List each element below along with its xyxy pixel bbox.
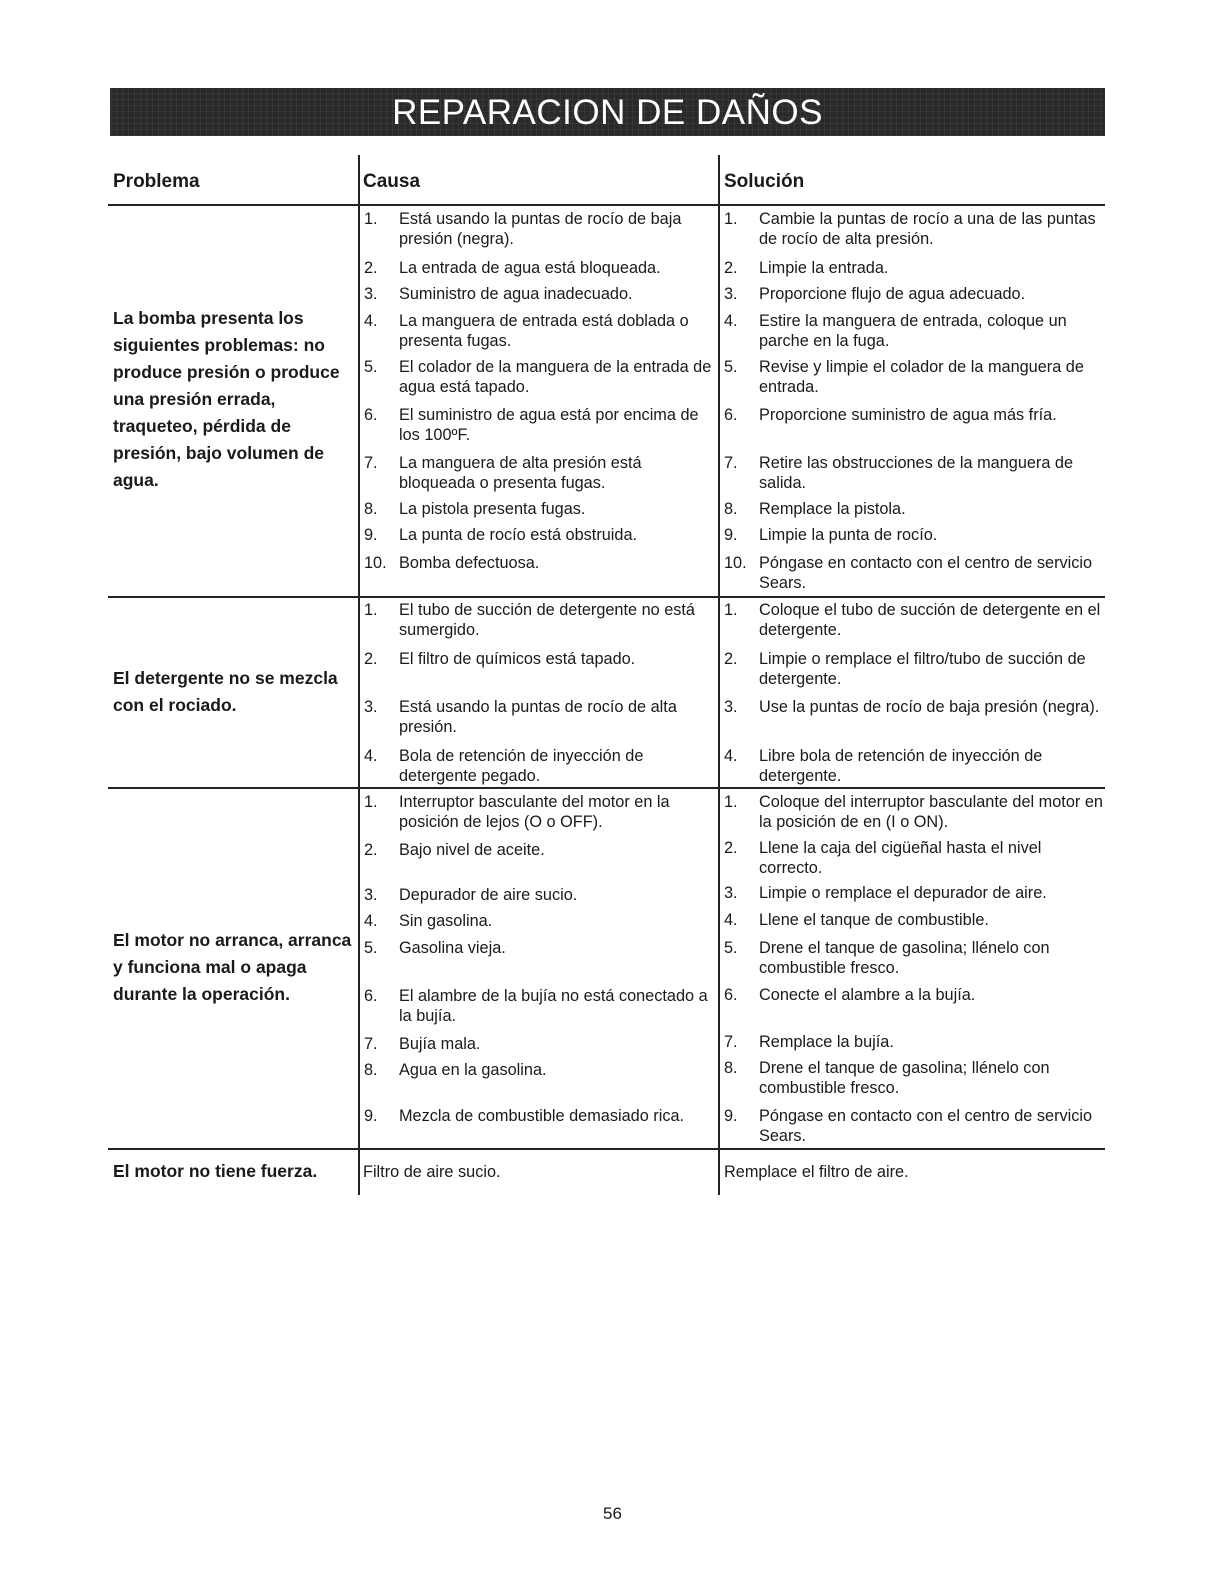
item-number: 2. <box>724 259 738 277</box>
item-number: 8. <box>724 1059 738 1077</box>
item-text: Limpie o remplace el filtro/tubo de succión de detergente. <box>759 650 1086 688</box>
item-text: Bujía mala. <box>399 1035 481 1053</box>
item-number: 2. <box>364 259 378 277</box>
list-item <box>724 1058 1104 1098</box>
list-item <box>364 209 716 249</box>
header-rule <box>108 204 1105 206</box>
item-text: Retire las obstrucciones de la manguera de salida. <box>759 454 1074 492</box>
list-item <box>364 453 716 493</box>
list-item <box>724 357 1104 397</box>
item-number: 10. <box>364 554 387 572</box>
item-number: 3. <box>724 285 738 303</box>
title-banner <box>110 88 1105 136</box>
problem-text: La bomba presenta los siguientes problemas: no produce presión o produce una presión errada, traqueteo, pérdida de presión, bajo volumen de agua. <box>113 307 340 490</box>
list-item <box>364 697 716 737</box>
item-number: 5. <box>364 939 378 957</box>
item-text: Conecte el alambre a la bujía. <box>759 986 976 1004</box>
item-number: 6. <box>724 986 738 1004</box>
item-number: 4. <box>724 911 738 929</box>
item-text: Limpie o remplace el depurador de aire. <box>759 884 1047 902</box>
item-text: El tubo de succión de detergente no está sumergido. <box>399 601 695 639</box>
item-text: Bomba defectuosa. <box>399 554 540 572</box>
item-number: 10. <box>724 554 747 572</box>
problem-pump <box>113 306 358 492</box>
column-divider <box>358 155 360 1195</box>
item-text: Mezcla de combustible demasiado rica. <box>399 1107 685 1125</box>
item-text: Estire la manguera de entrada, coloque un parche en la fuga. <box>759 312 1067 350</box>
item-number: 5. <box>364 358 378 376</box>
list-item <box>724 938 1104 978</box>
item-text: Limpie la punta de rocío. <box>759 526 938 544</box>
list-item <box>364 885 716 905</box>
list-item <box>364 258 716 278</box>
item-text: Póngase en contacto con el centro de servicio Sears. <box>759 554 1093 592</box>
item-text: Use la puntas de rocío de baja presión (negra). <box>759 698 1100 716</box>
list-item <box>724 405 1104 425</box>
item-text: Cambie la puntas de rocío a una de las puntas de rocío de alta presión. <box>759 210 1096 248</box>
item-number: 9. <box>724 526 738 544</box>
item-number: 3. <box>724 698 738 716</box>
item-text: El colador de la manguera de la entrada de agua está tapado. <box>399 358 712 396</box>
list-item <box>724 553 1104 593</box>
problem-text: El motor no tiene fuerza. <box>113 1161 318 1181</box>
item-text: Llene la caja del cigüeñal hasta el nivel correcto. <box>759 839 1042 877</box>
item-text: Llene el tanque de combustible. <box>759 911 989 929</box>
item-number: 7. <box>364 1035 378 1053</box>
problem-engine-start <box>113 926 358 1008</box>
item-text: Drene el tanque de gasolina; llénelo con combustible fresco. <box>759 1059 1050 1097</box>
problem-engine-power <box>113 1158 358 1185</box>
item-text: Proporcione suministro de agua más fría. <box>759 406 1057 424</box>
item-text: Remplace la pistola. <box>759 500 906 518</box>
list-item <box>364 553 716 573</box>
list-item <box>364 284 716 304</box>
header-solution: Solución <box>724 171 805 192</box>
item-text: Remplace la bujía. <box>759 1033 894 1051</box>
list-item <box>724 883 1104 903</box>
item-text: Suministro de agua inadecuado. <box>399 285 633 303</box>
page-title: REPARACION DE DAÑOS <box>392 92 823 132</box>
header-problem: Problema <box>113 171 200 192</box>
list-item <box>724 525 1104 545</box>
list-item <box>364 986 716 1026</box>
item-text: La manguera de entrada está doblada o presenta fugas. <box>399 312 689 350</box>
item-number: 4. <box>724 747 738 765</box>
item-text: Bola de retención de inyección de detergente pegado. <box>399 747 644 785</box>
item-number: 2. <box>364 841 378 859</box>
list-item <box>724 1032 1104 1052</box>
list-item <box>364 1034 716 1054</box>
list-item <box>364 311 716 351</box>
item-text: Agua en la gasolina. <box>399 1061 547 1079</box>
header-cause: Causa <box>363 171 421 192</box>
list-item <box>724 600 1104 640</box>
item-text: La manguera de alta presión está bloqueada o presenta fugas. <box>399 454 642 492</box>
item-text: La entrada de agua está bloqueada. <box>399 259 661 277</box>
list-item <box>724 453 1104 493</box>
item-number: 7. <box>724 454 738 472</box>
item-text: Depurador de aire sucio. <box>399 886 578 904</box>
item-text: Bajo nivel de aceite. <box>399 841 545 859</box>
item-number: 8. <box>724 500 738 518</box>
item-text: Coloque del interruptor basculante del motor en la posición de en (I o ON). <box>759 793 1103 831</box>
item-text: Sin gasolina. <box>399 912 493 930</box>
list-item <box>364 746 716 786</box>
problem-text: El motor no arranca, arranca y funciona mal o apaga durante la operación. <box>113 929 352 1004</box>
item-text: Está usando la puntas de rocío de baja presión (negra). <box>399 210 682 248</box>
list-item <box>724 209 1104 249</box>
item-text: Interruptor basculante del motor en la posición de lejos (O o OFF). <box>399 793 670 831</box>
list-item <box>364 840 716 860</box>
item-text: Limpie la entrada. <box>759 259 889 277</box>
problem-text: El detergente no se mezcla con el rociado. <box>113 668 338 715</box>
item-number: 3. <box>364 698 378 716</box>
list-item <box>364 1106 716 1126</box>
item-text: El alambre de la bujía no está conectado a la bujía. <box>399 987 708 1025</box>
item-number: 4. <box>364 912 378 930</box>
list-item <box>364 525 716 545</box>
list-item <box>364 792 716 832</box>
list-item <box>724 499 1104 519</box>
item-number: 1. <box>364 210 378 228</box>
list-item <box>364 911 716 931</box>
item-number: 6. <box>364 987 378 1005</box>
item-text: Está usando la puntas de rocío de alta presión. <box>399 698 677 736</box>
list-item <box>724 985 1104 1005</box>
item-number: 3. <box>364 886 378 904</box>
item-text: Póngase en contacto con el centro de servicio Sears. <box>759 1107 1093 1145</box>
item-number: 4. <box>364 747 378 765</box>
item-number: 7. <box>724 1033 738 1051</box>
row-divider <box>108 596 1105 598</box>
page-number: 56 <box>603 1504 622 1523</box>
item-number: 5. <box>724 939 738 957</box>
row-divider <box>108 1148 1105 1150</box>
solution-text: Remplace el filtro de aire. <box>724 1163 909 1181</box>
list-item <box>364 405 716 445</box>
item-text: Drene el tanque de gasolina; llénelo con combustible fresco. <box>759 939 1050 977</box>
item-number: 5. <box>724 358 738 376</box>
list-item <box>724 697 1104 717</box>
item-text: Revise y limpie el colador de la manguera de entrada. <box>759 358 1084 396</box>
list-item <box>724 284 1104 304</box>
item-number: 1. <box>724 793 738 811</box>
item-number: 6. <box>364 406 378 424</box>
item-number: 8. <box>364 500 378 518</box>
problem-detergent <box>113 664 358 720</box>
item-number: 6. <box>724 406 738 424</box>
list-item <box>364 600 716 640</box>
item-number: 9. <box>364 526 378 544</box>
list-item <box>364 1060 716 1080</box>
item-text: El filtro de químicos está tapado. <box>399 650 636 668</box>
item-text: Libre bola de retención de inyección de detergente. <box>759 747 1043 785</box>
item-text: Coloque el tubo de succión de detergente en el detergente. <box>759 601 1101 639</box>
list-item <box>724 792 1104 832</box>
list-item <box>364 499 716 519</box>
list-item <box>724 649 1104 689</box>
item-number: 2. <box>364 650 378 668</box>
item-number: 8. <box>364 1061 378 1079</box>
item-text: Gasolina vieja. <box>399 939 506 957</box>
list-item <box>724 746 1104 786</box>
item-number: 1. <box>724 601 738 619</box>
list-item <box>724 1106 1104 1146</box>
list-item <box>724 258 1104 278</box>
item-number: 3. <box>364 285 378 303</box>
item-text: El suministro de agua está por encima de los 100ºF. <box>399 406 699 444</box>
list-item <box>364 649 716 669</box>
item-number: 7. <box>364 454 378 472</box>
cause-text: Filtro de aire sucio. <box>363 1163 501 1181</box>
row-divider <box>108 787 1105 789</box>
item-number: 2. <box>724 839 738 857</box>
item-text: La pistola presenta fugas. <box>399 500 586 518</box>
item-number: 9. <box>724 1107 738 1125</box>
list-item <box>724 910 1104 930</box>
item-text: Proporcione flujo de agua adecuado. <box>759 285 1026 303</box>
list-item <box>364 357 716 397</box>
list-item <box>724 838 1104 878</box>
item-number: 4. <box>364 312 378 330</box>
item-number: 1. <box>364 793 378 811</box>
column-divider <box>718 155 720 1195</box>
list-item <box>364 938 716 958</box>
item-text: La punta de rocío está obstruida. <box>399 526 638 544</box>
item-number: 3. <box>724 884 738 902</box>
item-number: 2. <box>724 650 738 668</box>
item-number: 4. <box>724 312 738 330</box>
item-number: 1. <box>364 601 378 619</box>
item-number: 9. <box>364 1107 378 1125</box>
list-item <box>724 311 1104 351</box>
item-number: 1. <box>724 210 738 228</box>
